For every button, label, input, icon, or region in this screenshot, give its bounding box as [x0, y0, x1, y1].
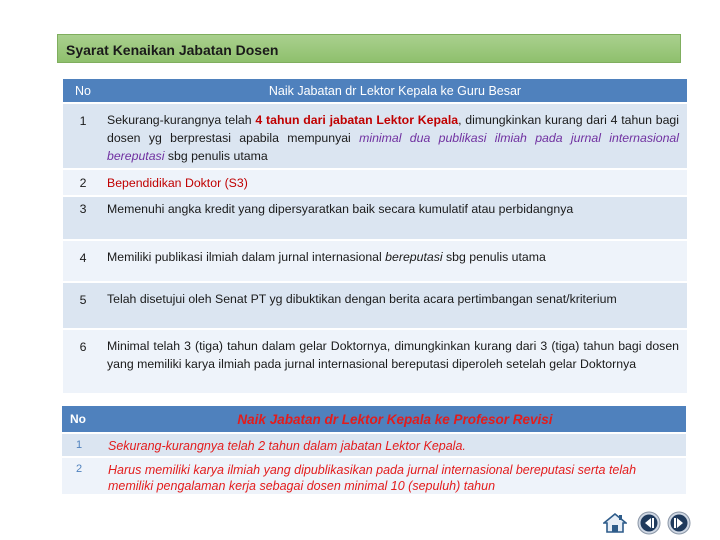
- row-text: Telah disetujui oleh Senat PT yg dibuktikan dengan berita acara pertimbangan senat/kriterium: [103, 282, 687, 329]
- requirements-table-guru-besar: [63, 79, 687, 395]
- text-span: Memiliki publikasi ilmiah dalam jurnal internasional: [107, 250, 386, 264]
- row-number: 5: [63, 282, 103, 329]
- row-number: 6: [63, 329, 103, 394]
- home-button[interactable]: [602, 510, 628, 536]
- row-text: [103, 103, 687, 169]
- table-row: [62, 433, 686, 457]
- row-number: 2: [63, 169, 103, 196]
- highlight-span: minimal dua publikasi ilmiah pada jurnal internasional bereputasi: [107, 131, 679, 163]
- text-span: sbg penulis utama: [164, 149, 268, 163]
- row-text: Minimal telah 3 (tiga) tahun dalam gelar Doktornya, dimungkinkan kurang dari 3 (tiga) tahun bagi dosen yang memiliki karya ilmiah pada jurnal internasional bereputasi diperoleh setelah gelar Doktornya: [103, 329, 687, 394]
- table-row: [63, 196, 687, 240]
- column-header-requirement: Naik Jabatan dr Lektor Kepala ke Guru Besar: [103, 79, 687, 103]
- column-header-no: No: [62, 406, 104, 433]
- text-span: Sekurang-kurangnya telah: [107, 113, 256, 127]
- row-text: Harus memiliki karya ilmiah yang dipublikasikan pada jurnal internasional bereputasi serta telah memiliki pengalaman kerja sebagai dosen minimal 10 (sepuluh) tahun: [104, 457, 686, 494]
- requirements-table-profesor-revisi: [62, 406, 686, 494]
- table-row: [63, 282, 687, 329]
- row-number: 1: [62, 433, 104, 457]
- column-header-requirement: Naik Jabatan dr Lektor Kepala ke Profesor Revisi: [104, 406, 686, 433]
- table-row: [63, 240, 687, 282]
- highlight-span: 4 tahun dari jabatan Lektor Kepala: [255, 113, 459, 127]
- previous-button[interactable]: [636, 510, 662, 536]
- row-number: 1: [63, 103, 103, 169]
- row-number: 3: [63, 196, 103, 240]
- row-text: Sekurang-kurangnya telah 2 tahun dalam jabatan Lektor Kepala.: [104, 433, 686, 457]
- table-row: [63, 169, 687, 196]
- home-icon: [603, 512, 627, 534]
- previous-icon: [637, 511, 661, 535]
- column-header-no: No: [63, 79, 103, 103]
- next-icon: [667, 511, 691, 535]
- table-header-row: [62, 406, 686, 433]
- next-button[interactable]: [666, 510, 692, 536]
- table-row: [62, 457, 686, 494]
- table-header-row: [63, 79, 687, 103]
- emphasis-span: bereputasi: [385, 250, 443, 264]
- slide-title: Syarat Kenaikan Jabatan Dosen: [57, 34, 681, 63]
- table-row: [63, 103, 687, 169]
- text-span: sbg penulis utama: [442, 250, 546, 264]
- text-span: , dimungkinkan kurang dari 4 tahun bagi dosen yg berprestasi apabila mempunyai: [107, 113, 679, 145]
- row-text: Memenuhi angka kredit yang dipersyaratkan baik secara kumulatif atau perbidangnya: [103, 196, 687, 240]
- row-number: 4: [63, 240, 103, 282]
- table-row: [63, 329, 687, 394]
- row-number: 2: [62, 457, 104, 494]
- row-text: [103, 240, 687, 282]
- row-text: Bependidikan Doktor (S3): [103, 169, 687, 196]
